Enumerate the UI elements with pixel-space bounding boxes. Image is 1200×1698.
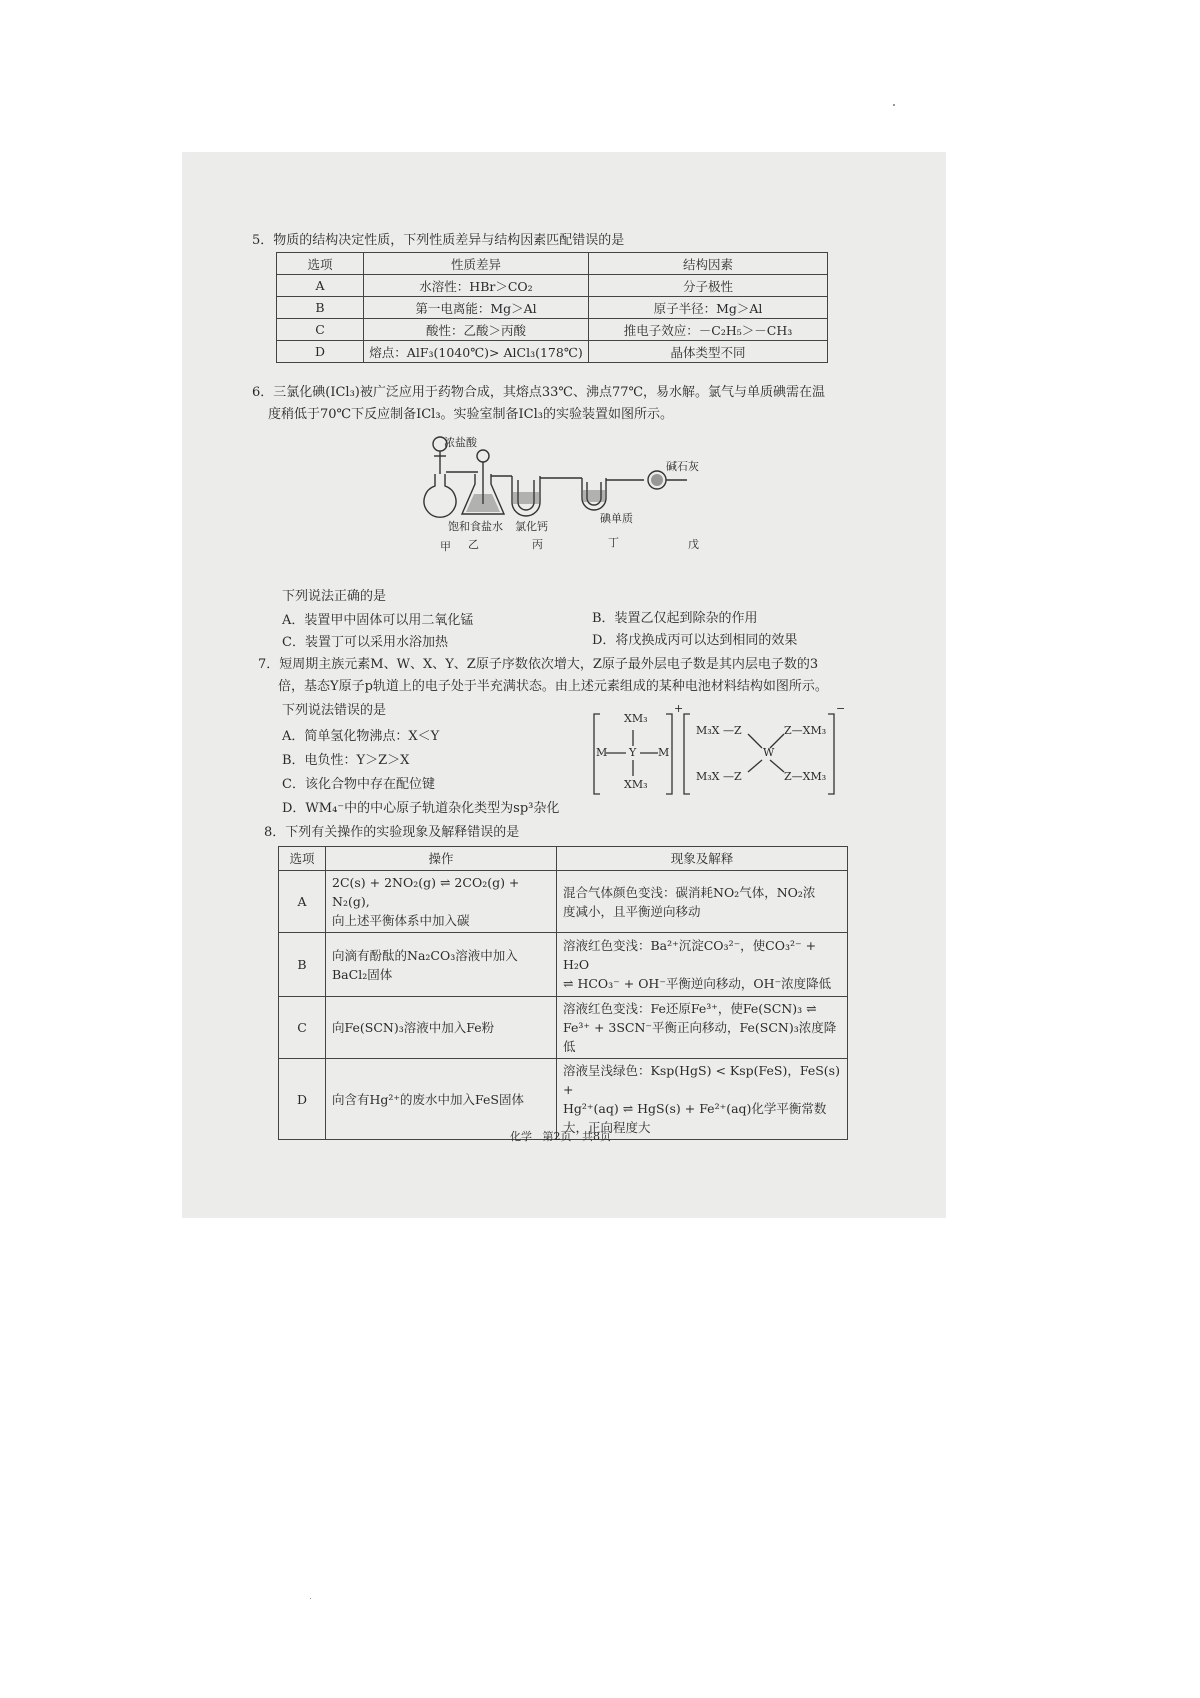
q8-header-operation: 操作 [326, 847, 557, 871]
q5-table [276, 252, 828, 363]
scan-speck [310, 1598, 311, 1599]
q8-option-b: B [279, 933, 326, 997]
label-bing: 丙 [532, 538, 543, 551]
text-line: 大，正向程度大 [563, 1120, 651, 1135]
text-line: 混合气体颜色变浅：碳消耗NO₂气体，NO₂浓 [563, 884, 816, 900]
q7-stem-line2: 倍，基态Y原子p轨道上的电子处于半充满状态。由上述元素组成的某种电池材料结构如图所示。 [278, 679, 828, 694]
struct-top-left: M₃X —Z [696, 724, 742, 737]
label-iodine: 碘单质 [600, 512, 633, 525]
text-line: Hg²⁺(aq) ⇌ HgS(s) + Fe²⁺(aq)化学平衡常数 [563, 1101, 827, 1116]
q5-cell: 晶体类型不同 [589, 341, 828, 363]
q5-cell: 原子半径：Mg＞Al [589, 297, 828, 319]
q7-option-b: B．电负性：Y＞Z＞X [282, 753, 410, 768]
q6-option-d: D．将戊换成丙可以达到相同的效果 [592, 633, 798, 648]
q8-stem: 8．下列有关操作的实验现象及解释错误的是 [264, 825, 520, 840]
struct-minus: − [836, 702, 846, 715]
label-wu: 戊 [688, 538, 699, 551]
label-ding: 丁 [608, 536, 619, 549]
label-hcl: 浓盐酸 [444, 436, 477, 449]
q5-header-structure: 结构因素 [589, 253, 828, 275]
q8-header-option: 选项 [279, 847, 326, 871]
q6-stem-line1: 6．三氯化碘(ICl₃)被广泛应用于药物合成，其熔点33℃、沸点77℃，易水解。氯气与单质碘需在温 [252, 385, 826, 400]
q8-table [278, 846, 848, 1140]
q7-prompt: 下列说法错误的是 [282, 703, 387, 718]
label-brine: 饱和食盐水 [448, 520, 503, 533]
text-line: BaCl₂固体 [332, 966, 393, 982]
q8-operation-a [326, 871, 557, 933]
table-row [279, 871, 848, 933]
scan-speck [893, 104, 895, 106]
struct-bottom-left: M₃X —Z [696, 770, 742, 783]
text-line: 2C(s) + 2NO₂(g) ⇌ 2CO₂(g) + N₂(g), [332, 875, 520, 909]
q5-header-property: 性质差异 [364, 253, 589, 275]
table-row [279, 933, 848, 997]
q6-option-a: A．装置甲中固体可以用二氧化锰 [282, 613, 474, 628]
bracket-left-anion [684, 714, 690, 794]
q5-cell: 酸性：乙酸＞丙酸 [364, 319, 589, 341]
q8-operation-c [326, 997, 557, 1059]
q8-operation-b [326, 933, 557, 997]
text-line: 向含有Hg²⁺的废水中加入FeS固体 [332, 1091, 524, 1107]
struct-bottom-right: Z—XM₃ [784, 770, 827, 783]
struct-plus: + [674, 702, 684, 715]
q6-option-b: B．装置乙仅起到除杂的作用 [592, 611, 758, 626]
q8-explanation-c [557, 997, 848, 1059]
q5-cell: A [277, 275, 364, 297]
struct-m-left: M [596, 746, 608, 759]
q8-header-explanation: 现象及解释 [557, 847, 848, 871]
q5-header-option: 选项 [277, 253, 364, 275]
struct-y: Y [629, 746, 637, 759]
q7-stem-line1: 7．短周期主族元素M、W、X、Y、Z原子序数依次增大，Z原子最外层电子数是其内层电子数的3 [258, 657, 819, 672]
q8-option-a: A [279, 871, 326, 933]
text-line: 向滴有酚酞的Na₂CO₃溶液中加入 [332, 947, 518, 963]
q7-option-a: A．简单氢化物沸点：X＜Y [282, 729, 440, 744]
q5-cell: 分子极性 [589, 275, 828, 297]
bracket-right-anion [828, 714, 834, 794]
struct-xm3-top: XM₃ [624, 712, 648, 725]
q8-explanation-b [557, 933, 848, 997]
page-footer: 化学 第2页 共8页 [510, 1130, 611, 1143]
q5-cell: C [277, 319, 364, 341]
text-line: 溶液红色变浅：Fe还原Fe³⁺，使Fe(SCN)₃ ⇌ [563, 1001, 817, 1016]
q5-cell: 熔点：AlF₃(1040℃)> AlCl₃(178℃) [364, 341, 589, 363]
table-row [279, 997, 848, 1059]
text-line: 向上述平衡体系中加入碳 [332, 913, 470, 928]
text-line: 向Fe(SCN)₃溶液中加入Fe粉 [332, 1020, 495, 1035]
q5-cell: D [277, 341, 364, 363]
text-line: 溶液呈浅绿色：Ksp(HgS) < Ksp(FeS)，FeS(s) + [563, 1063, 840, 1097]
label-cacl2: 氯化钙 [515, 520, 548, 533]
struct-w: W [763, 746, 775, 759]
q8-option-d: D [279, 1059, 326, 1140]
q5-cell: 水溶性：HBr＞CO₂ [364, 275, 589, 297]
text-line: 度减小，且平衡逆向移动 [563, 903, 701, 919]
text-line: 溶液红色变浅：Ba²⁺沉淀CO₃²⁻，使CO₃²⁻ + H₂O [563, 938, 817, 972]
q7-option-d: D．WM₄⁻中的中心原子轨道杂化类型为sp³杂化 [282, 801, 560, 816]
struct-top-right: Z—XM₃ [784, 724, 827, 737]
struct-m-right: M [658, 746, 670, 759]
label-yi: 乙 [468, 538, 479, 551]
text-line: Fe³⁺ + 3SCN⁻平衡正向移动，Fe(SCN)₃浓度降低 [563, 1020, 837, 1054]
q5-cell: B [277, 297, 364, 319]
label-soda-lime: 碱石灰 [666, 460, 699, 473]
q8-explanation-a [557, 871, 848, 933]
label-jia: 甲 [440, 540, 451, 553]
text-line: ⇌ HCO₃⁻ + OH⁻平衡逆向移动，OH⁻浓度降低 [563, 976, 832, 991]
q8-option-c: C [279, 997, 326, 1059]
scanned-page [182, 152, 946, 1218]
struct-xm3-bottom: XM₃ [624, 778, 648, 791]
q5-cell: 第一电离能：Mg＞Al [364, 297, 589, 319]
q6-stem-line2: 度稍低于70℃下反应制备ICl₃。实验室制备ICl₃的实验装置如图所示。 [268, 407, 673, 422]
q5-cell: 推电子效应：－C₂H₅＞－CH₃ [589, 319, 828, 341]
q7-option-c: C．该化合物中存在配位键 [282, 777, 435, 792]
q6-option-c: C．装置丁可以采用水浴加热 [282, 635, 448, 650]
round-bottom-flask [424, 474, 456, 517]
q6-prompt: 下列说法正确的是 [282, 589, 387, 604]
q5-stem: 5．物质的结构决定性质，下列性质差异与结构因素匹配错误的是 [252, 233, 625, 248]
